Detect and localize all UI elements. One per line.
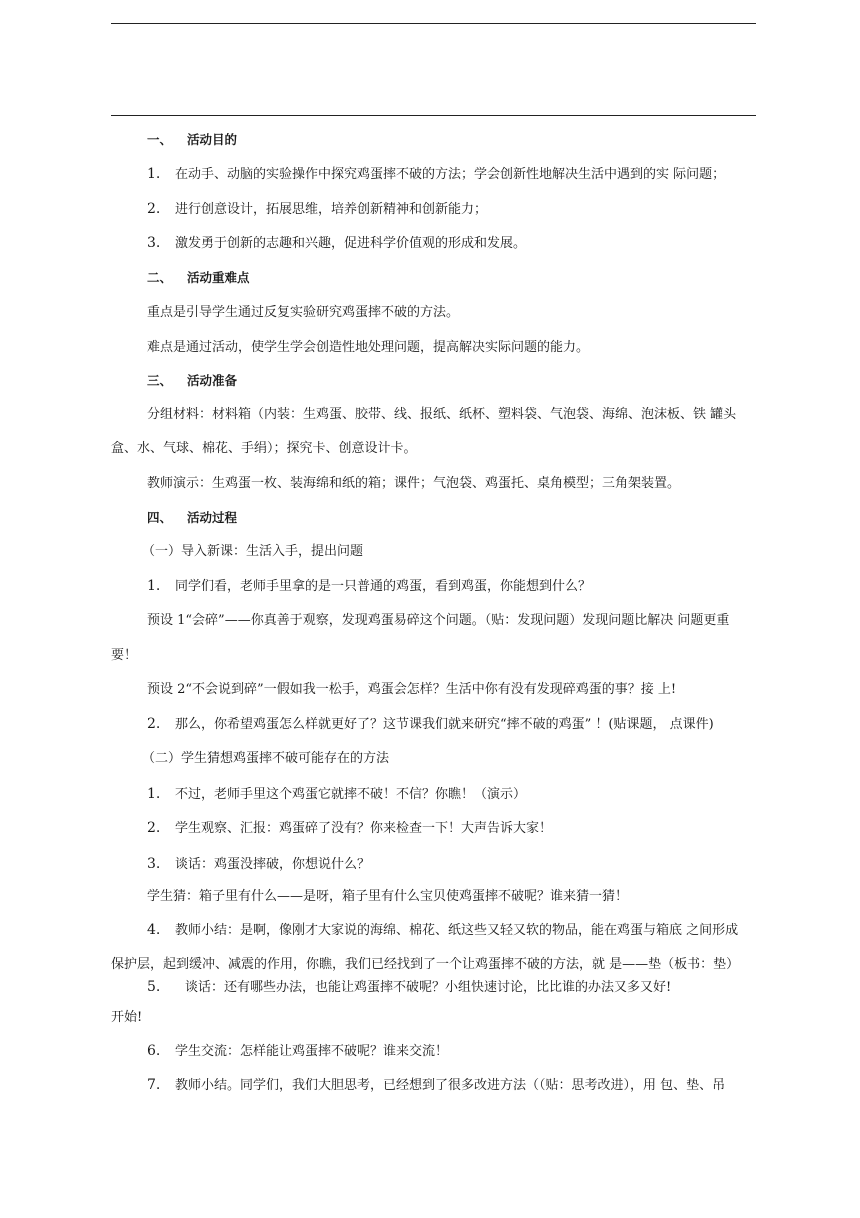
guess-item-6: 6. 学生交流：怎样能让鸡蛋摔不破呢？谁来交流！: [147, 1043, 449, 1059]
prep-materials-line2: 盒、水、气球、棉花、手绢）；探究卡、创意设计卡。: [111, 441, 417, 456]
keypoint-difficulty: 难点是通过活动，使学生学会创造性地处理问题，提高解决实际问题的能力。: [147, 340, 590, 355]
guess-item-4-line1: 4. 教师小结：是啊，像刚才大家说的海绵、棉花、纸这些又轻又软的物品，能在鸡蛋与箱底 之间形成: [147, 922, 739, 938]
keypoint-focus: 重点是引导学生通过反复实验研究鸡蛋摔不破的方法。: [147, 305, 460, 320]
header-rule-top: [111, 23, 756, 24]
section-heading-goals: 一、 活动目的: [147, 132, 238, 147]
process-part2-title: （二）学生猜想鸡蛋摔不破可能存在的方法: [142, 751, 390, 766]
section-heading-process: 四、 活动过程: [147, 510, 238, 525]
student-guess: 学生猜：箱子里有什么——是呀，箱子里有什么宝贝使鸡蛋摔不破呢？谁来猜一猜！: [147, 889, 629, 904]
guess-item-2: 2. 学生观察、汇报：鸡蛋碎了没有？你来检查一下！大声告诉大家！: [147, 820, 553, 836]
guess-item-7: 7. 教师小结。同学们，我们大胆思考，已经想到了很多改进方法（（贴：思考改进），用 包、垫、吊: [147, 1077, 726, 1093]
header-rule-bottom: [111, 115, 756, 116]
goal-item-3: 3. 激发勇于创新的志趣和兴趣，促进科学价值观的形成和发展。: [147, 235, 527, 251]
prep-teacher: 教师演示：生鸡蛋一枚、装海绵和纸的箱；课件；气泡袋、鸡蛋托、桌角模型；三角架装置。: [147, 476, 681, 491]
goal-item-2: 2. 进行创意设计，拓展思维，培养创新精神和创新能力；: [147, 201, 488, 217]
process-item-2: 2. 那么，你希望鸡蛋怎么样就更好了？这节课我们就来研究“摔不破的鸡蛋” ！(贴课题， 点课件): [147, 716, 714, 732]
guess-item-1: 1. 不过，老师手里这个鸡蛋它就摔不破！不信？你瞧！（演示）: [147, 786, 527, 802]
prep-materials-line1: 分组材料：材料箱（内装：生鸡蛋、胶带、线、报纸、纸杯、塑料袋、气泡袋、海绵、泡沫板、铁 罐头: [147, 407, 737, 422]
section-heading-prep: 三、 活动准备: [147, 373, 238, 388]
goal-item-1: 1. 在动手、动脑的实验操作中探究鸡蛋摔不破的方法；学会创新性地解决生活中遇到的实 际问题；: [147, 166, 726, 182]
section-heading-keypoints: 二、 活动重难点: [147, 270, 250, 285]
guess-item-5-line1: 5. 谈话：还有哪些办法，也能让鸡蛋摔不破呢？小组快速讨论，比比谁的办法又多又好!: [147, 979, 672, 995]
preset-1-line2: 要！: [111, 648, 138, 663]
guess-item-5-line2: 开始!: [111, 1010, 143, 1025]
process-part1-title: （一）导入新课：生活入手，提出问题: [142, 544, 364, 559]
preset-1-line1: 预设 1“会碎”——你真善于观察，发现鸡蛋易碎这个问题。（贴：发现问题）发现问题比解决 问题更重: [147, 613, 730, 628]
process-item-1: 1. 同学们看，老师手里拿的是一只普通的鸡蛋，看到鸡蛋，你能想到什么？: [147, 578, 592, 594]
preset-2: 预设 2“不会说到碎”一假如我一松手，鸡蛋会怎样？生活中你有没有发现碎鸡蛋的事？接 上!: [147, 682, 677, 697]
guess-item-3: 3. 谈话：鸡蛋没摔破，你想说什么？: [147, 856, 371, 872]
guess-item-4-line2: 保护层，起到缓冲、减震的作用，你瞧，我们已经找到了一个让鸡蛋摔不破的方法，就 是——垫（板书：垫）: [111, 957, 740, 972]
